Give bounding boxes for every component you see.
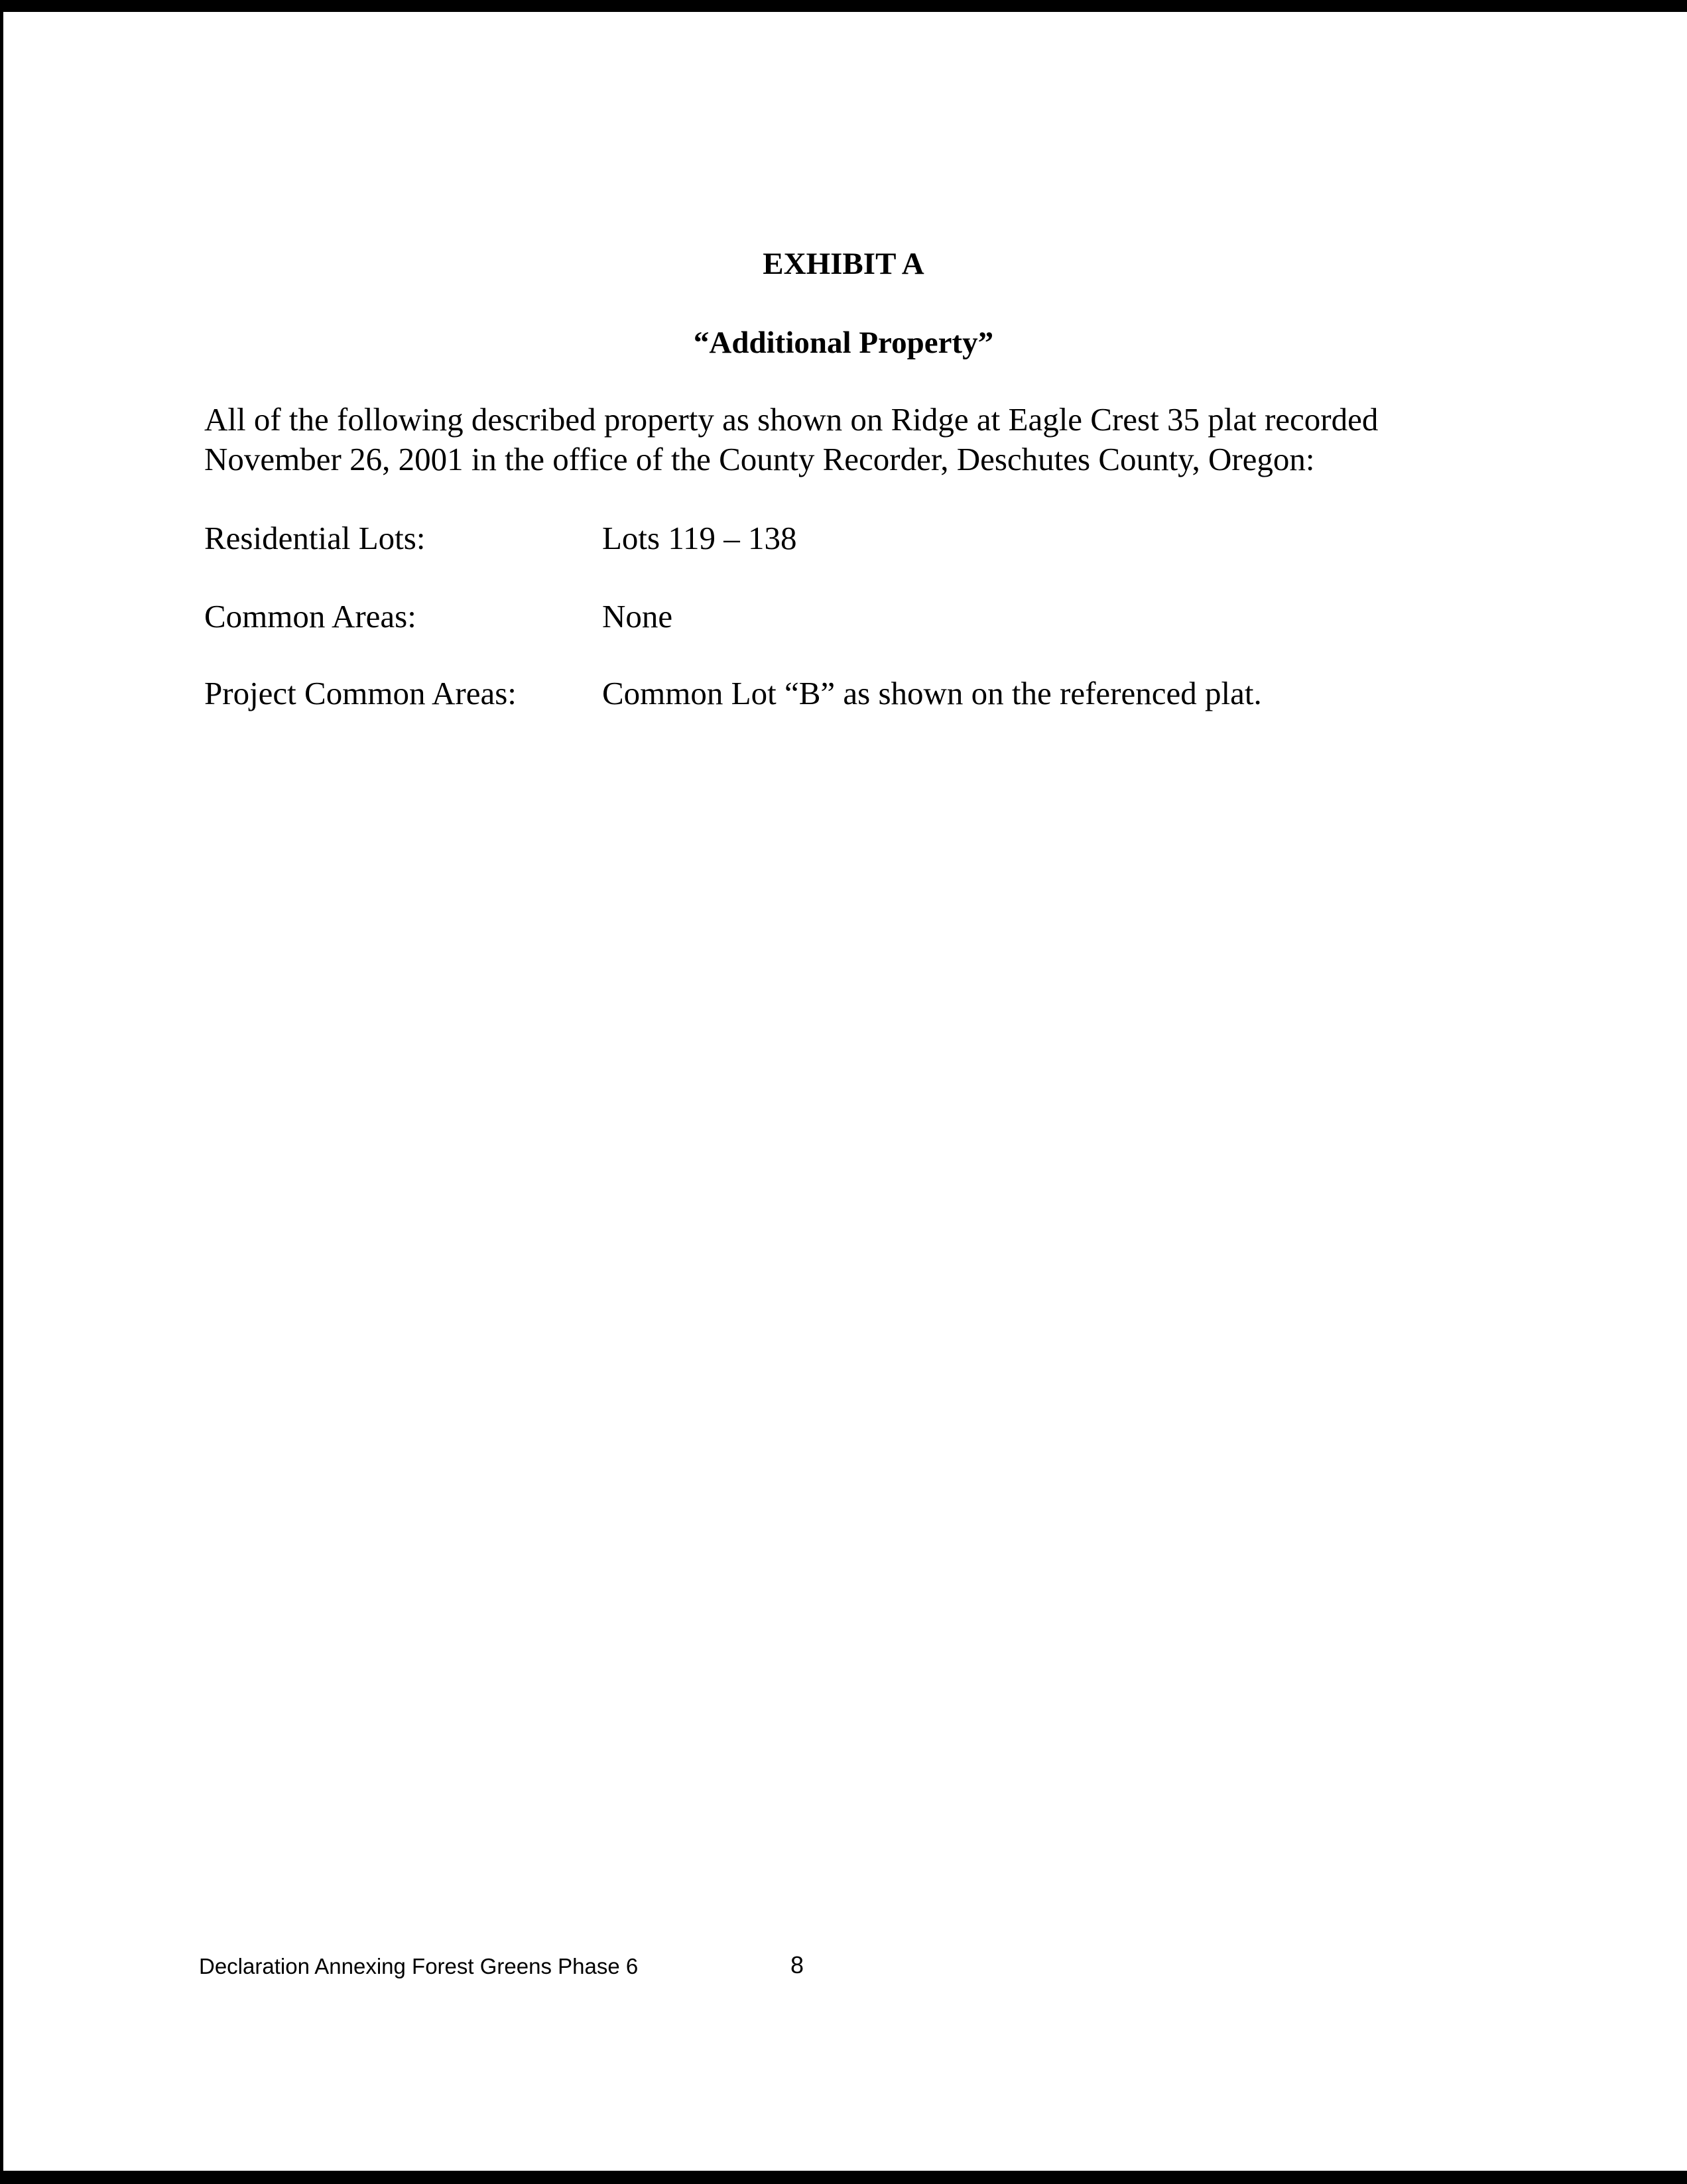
- scan-bottom-edge: [0, 2171, 1687, 2184]
- footer-document-name: Declaration Annexing Forest Greens Phase 6: [199, 1954, 639, 1978]
- intro-paragraph: [204, 400, 1531, 479]
- row-label: Project Common Areas:: [204, 675, 517, 711]
- row-value: None: [602, 598, 673, 635]
- intro-line: November 26, 2001 in the office of the County Recorder, Deschutes County, Oregon:: [204, 441, 1315, 477]
- property-row-common-areas: [204, 597, 1531, 637]
- row-value: Common Lot “B” as shown on the referenced plat.: [602, 675, 1262, 711]
- exhibit-subtitle: “Additional Property”: [693, 326, 994, 360]
- property-row-project-common-areas: [204, 674, 1531, 713]
- scan-top-edge: [0, 0, 1687, 12]
- row-label: Common Areas:: [204, 598, 416, 635]
- exhibit-title: EXHIBIT A: [763, 247, 924, 281]
- property-row-residential-lots: [204, 518, 1531, 558]
- footer-page-number: 8: [790, 1951, 804, 1978]
- row-value: Lots 119 – 138: [602, 520, 797, 556]
- intro-line: All of the following described property as shown on Ridge at Eagle Crest 35 plat recorded: [204, 401, 1379, 438]
- row-label: Residential Lots:: [204, 520, 426, 556]
